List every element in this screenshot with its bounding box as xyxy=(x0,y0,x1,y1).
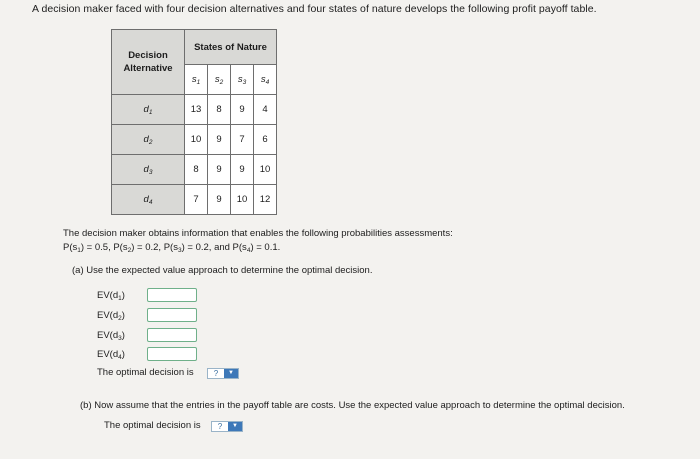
ev-d1-label: $EV(d_1)$ xyxy=(97,290,125,302)
table-row xyxy=(112,95,277,125)
ev-d2-label: $EV(d_2)$ xyxy=(97,310,125,322)
payoff-cell: 6 xyxy=(254,125,277,155)
payoff-cell: 8 xyxy=(185,155,208,185)
table-row xyxy=(112,155,277,185)
payoff-cell: 9 xyxy=(208,155,231,185)
payoff-cell: 13 xyxy=(185,95,208,125)
information-text: The decision maker obtains information that enables the following probabilities assessments: xyxy=(63,228,453,239)
state-header-s1: $s_1$ xyxy=(185,65,208,95)
part-a-optimal-select[interactable] xyxy=(207,368,239,379)
ev-d3-label: $EV(d_3)$ xyxy=(97,330,125,342)
part-a-optimal-label: The optimal decision is xyxy=(97,367,194,378)
ev-d2-input[interactable] xyxy=(147,308,197,322)
payoff-cell: 8 xyxy=(208,95,231,125)
alternative-d1: $d_1$ xyxy=(112,95,185,125)
ev-d3-input[interactable] xyxy=(147,328,197,342)
states-of-nature-header: States of Nature xyxy=(185,30,277,65)
part-b-optimal-label: The optimal decision is xyxy=(104,420,201,431)
payoff-cell: 9 xyxy=(208,185,231,215)
alternative-d4: $d_4$ xyxy=(112,185,185,215)
part-b-optimal-select[interactable] xyxy=(211,421,243,432)
table-row xyxy=(112,185,277,215)
payoff-cell: 9 xyxy=(231,155,254,185)
ev-d4-input[interactable] xyxy=(147,347,197,361)
alternative-d3: $d_3$ xyxy=(112,155,185,185)
payoff-cell: 9 xyxy=(208,125,231,155)
payoff-cell: 10 xyxy=(254,155,277,185)
payoff-cell: 4 xyxy=(254,95,277,125)
chevron-down-icon: ▼ xyxy=(228,422,242,431)
problem-intro: A decision maker faced with four decision alternatives and four states of nature develops the following profit payoff table. xyxy=(32,3,597,15)
payoff-cell: 7 xyxy=(231,125,254,155)
decision-alternative-header: Decision Alternative xyxy=(112,30,185,95)
select-value: ? xyxy=(217,422,223,431)
part-b-question: (b) Now assume that the entries in the payoff table are costs. Use the expected value approach to determine the optimal decision. xyxy=(80,400,625,411)
state-header-s3: $s_3$ xyxy=(231,65,254,95)
state-header-s2: $s_2$ xyxy=(208,65,231,95)
payoff-cell: 10 xyxy=(185,125,208,155)
payoff-cell: 9 xyxy=(231,95,254,125)
chevron-down-icon: ▼ xyxy=(224,369,238,378)
ev-d1-input[interactable] xyxy=(147,288,197,302)
state-header-s4: $s_4$ xyxy=(254,65,277,95)
payoff-cell: 12 xyxy=(254,185,277,215)
table-row xyxy=(112,125,277,155)
part-a-question: (a) Use the expected value approach to determine the optimal decision. xyxy=(72,265,373,276)
select-value: ? xyxy=(213,369,219,378)
alternative-d2: $d_2$ xyxy=(112,125,185,155)
payoff-cell: 10 xyxy=(231,185,254,215)
payoff-cell: 7 xyxy=(185,185,208,215)
probability-assessments: $P(s_1) = 0.5$, $P(s_2) = 0.2$, $P(s_3) = 0.2$, and $P(s_4) = 0.1$. xyxy=(63,242,281,254)
payoff-table xyxy=(111,29,277,215)
ev-d4-label: $EV(d_4)$ xyxy=(97,349,125,361)
